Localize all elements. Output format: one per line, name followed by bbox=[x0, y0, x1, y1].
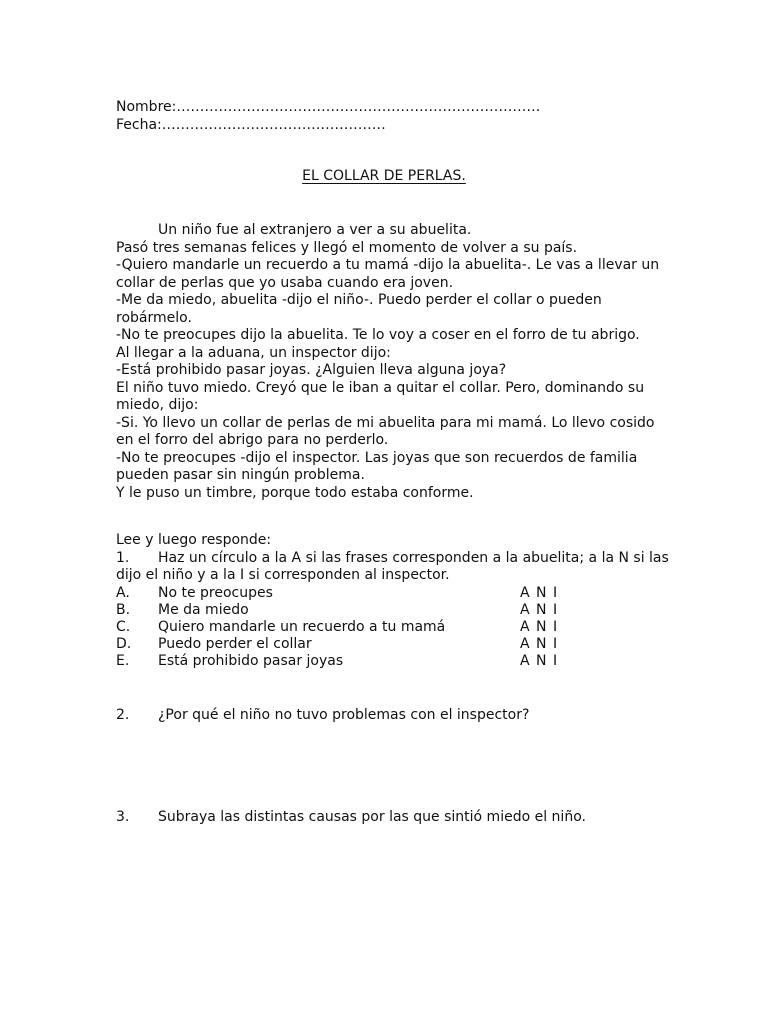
story-paragraph: El niño tuvo miedo. Creyó que le iban a quitar el collar. Pero, dominando su miedo, dijo: bbox=[116, 379, 645, 413]
story-paragraph: Y le puso un timbre, porque todo estaba conforme. bbox=[116, 484, 474, 501]
option-choices[interactable]: A N I bbox=[520, 652, 559, 669]
question-2 bbox=[116, 706, 529, 724]
story-paragraph: Un niño fue al extranjero a ver a su abuelita. bbox=[158, 222, 472, 238]
option-letter: D. bbox=[116, 635, 132, 652]
option-choices[interactable]: A N I bbox=[520, 584, 559, 601]
instructions: Lee y luego responde: bbox=[116, 532, 272, 548]
option-text: Me da miedo bbox=[158, 601, 249, 618]
question-2-text: ¿Por qué el niño no tuvo problemas con el inspector? bbox=[158, 707, 530, 723]
story-text bbox=[116, 222, 676, 502]
option-row bbox=[116, 653, 676, 670]
option-letter: B. bbox=[116, 601, 131, 618]
option-text: Quiero mandarle un recuerdo a tu mamá bbox=[158, 618, 446, 635]
option-text: Puedo perder el collar bbox=[158, 635, 312, 652]
question-2-number: 2. bbox=[116, 707, 130, 723]
nombre-field: Nombre:…………………………………………………………………… bbox=[116, 99, 541, 115]
story-paragraph: -No te preocupes -dijo el inspector. Las joyas que son recuerdos de familia pueden pasar sin ningún problema. bbox=[116, 449, 638, 483]
option-row bbox=[116, 636, 676, 653]
question-1-text: Haz un círculo a la A si las frases corresponden a la abuelita; a la N si las dijo el niño y a la I si corresponden al inspector. bbox=[116, 549, 669, 583]
option-choices[interactable]: A N I bbox=[520, 601, 559, 618]
story-paragraph: -Si. Yo llevo un collar de perlas de mi abuelita para mi mamá. Lo llevo cosido en el forro del abrigo para no perderlo. bbox=[116, 414, 655, 448]
option-letter: C. bbox=[116, 618, 131, 635]
fecha-field: Fecha:………………………………………… bbox=[116, 117, 386, 133]
option-row bbox=[116, 602, 676, 619]
option-choices[interactable]: A N I bbox=[520, 618, 559, 635]
story-paragraph: Al llegar a la aduana, un inspector dijo: bbox=[116, 344, 391, 361]
document-title: EL COLLAR DE PERLAS. bbox=[302, 168, 466, 184]
option-row bbox=[116, 585, 676, 602]
option-letter: A. bbox=[116, 584, 130, 601]
question-3 bbox=[116, 808, 586, 826]
option-choices[interactable]: A N I bbox=[520, 635, 559, 652]
story-paragraph: -Quiero mandarle un recuerdo a tu mamá -dijo la abuelita-. Le vas a llevar un collar de perlas que yo usaba cuando era joven. bbox=[116, 257, 660, 291]
question-1 bbox=[116, 550, 676, 585]
question-3-number: 3. bbox=[116, 809, 130, 825]
story-paragraph: -Me da miedo, abuelita -dijo el niño-. Puedo perder el collar o pueden robármelo. bbox=[116, 292, 602, 326]
story-paragraph: -No te preocupes dijo la abuelita. Te lo voy a coser en el forro de tu abrigo. bbox=[116, 327, 640, 343]
option-text: Está prohibido pasar joyas bbox=[158, 652, 344, 669]
question-section bbox=[116, 532, 676, 670]
story-paragraph: Pasó tres semanas felices y llegó el momento de volver a su país. bbox=[116, 239, 578, 256]
option-letter: E. bbox=[116, 652, 130, 669]
option-row bbox=[116, 619, 676, 636]
question-1-number: 1. bbox=[116, 549, 130, 566]
question-3-text: Subraya las distintas causas por las que sintió miedo el niño. bbox=[158, 809, 586, 825]
option-text: No te preocupes bbox=[158, 584, 273, 601]
story-paragraph: -Está prohibido pasar joyas. ¿Alguien lleva alguna joya? bbox=[116, 362, 507, 378]
